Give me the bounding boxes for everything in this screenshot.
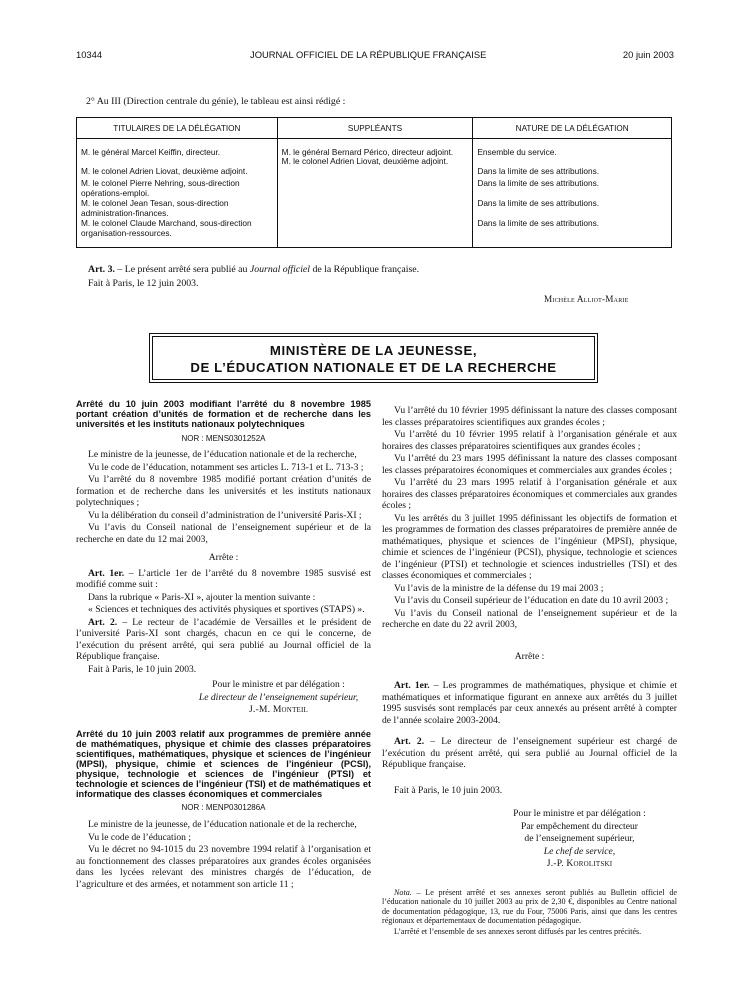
ministry-heading [152,336,595,380]
issue-date: 20 juin 2003 [622,49,674,60]
signature-line: Le chef de service, [543,845,616,857]
right-column [382,405,677,937]
article-label: Art. 2. [394,736,425,747]
nor-reference: NOR : MENS0301252A [181,433,266,443]
decree-title: Arrêté du 10 juin 2003 modifiant l’arrêté du 8 novembre 1985 portant création d’unités de formation et de recherche dans les universités et les instituts nationaux polytechniques [76,399,371,429]
paragraph: Vu l’avis du Conseil national de l’enseignement supérieur et de la recherche en date du 22 avril 2003, [382,607,677,630]
table-cell: M. le colonel Pierre Nehring, sous-direction opérations-emploi. [77,179,278,199]
paragraph: Dans la rubrique « Paris-XI », ajouter la mention suivante : [88,591,316,603]
ministry-line-2: DE L’ÉDUCATION NATIONALE ET DE LA RECHERCHE [190,360,557,375]
intro-text: 2° Au III (Direction centrale du génie), le tableau est ainsi rédigé : [86,96,346,107]
signature-line: Le directeur de l’enseignement supérieur, [198,691,359,703]
decree-title: Arrêté du 10 juin 2003 relatif aux programmes de première année de mathématiques, physique et chimie des classes préparatoires scientifiques, mathématiques, physique et sciences de l’ingénieur (MPSI), physique, chimie et sciences de l’ingénieur (PCSI), physique, technologie et sciences de l’ingénieur (PTSI) et technologie et sciences de l’ingénieur (TSI) et de mathématiques et informatique des classes économiques et commerciales [76,728,371,799]
article-text: – Le directeur de l’enseignement supérieur est chargé de l’exécution du présent arrêté, qui sera publié au Journal officiel de la République française. [382,736,677,770]
table-row [77,219,672,247]
table-cell [277,179,473,199]
signature: Michèle Alliot-Marie [544,294,629,304]
paragraph: Vu le décret no 94-1015 du 23 novembre 1994 relatif à l’organisation et au fonctionnement des classes préparatoires aux grandes écoles organisées dans les lycées relevant des ministres chargés de l’éducation, de l’agriculture et des armées, et notamment son article 11 ; [76,844,371,890]
article-2 [76,617,371,663]
article-label: Art. 1er. [88,567,125,579]
table-cell: M. le colonel Jean Tesan, sous-direction administration-finances. [77,199,278,219]
page-number: 10344 [76,49,103,60]
article-text: – Le présent arrêté sera publié au [114,264,250,275]
signature-name: J.-M. Monteil [248,704,309,716]
nota-label: Nota. [394,887,412,897]
table-cell: Dans la limite de ses attributions. [473,219,672,247]
table-cell [277,199,473,219]
article-text: de la République française. [310,264,420,275]
article-text: – Les programmes de mathématiques, physique et chimie et mathématiques et informatique figurant en annexe aux arrêtés du 3 juillet 1995 susvisés sont remplacés par ceux annexés au présent arrêté à compter de l’année scolaire 2003-2004. [382,680,677,726]
table-header-row [77,118,672,139]
paragraph: Vu l’arrêté du 23 mars 1995 relatif à l’organisation générale et aux horaires des classes préparatoires économiques et commerciales aux grandes écoles ; [382,477,677,511]
table-cell [277,219,473,247]
paragraph: Vu l’arrêté du 8 novembre 1985 modifié portant création d’unités de formation et de recherche dans les universités et les instituts nationaux polytechniques ; [76,474,371,509]
paragraph: Vu le code de l’éducation ; [88,831,192,843]
table-row [77,138,672,167]
column-header: TITULAIRES DE LA DÉLÉGATION [77,118,278,139]
done-at: Fait à Paris, le 10 juin 2003. [394,784,503,796]
nor-reference: NOR : MENP0301286A [181,803,266,813]
article-text: – Le recteur de l’académie de Versailles et le président de l’université Paris-XI sont chargés, chacun en ce qui le concerne, de l’exécution du présent arrêté, qui sera publié au Journal officiel de la République française. [76,616,371,663]
arrete-heading: Arrête : [514,650,545,662]
done-at: Fait à Paris, le 10 juin 2003. [88,663,197,675]
paragraph: Vu le code de l’éducation, notamment ses articles L. 713-1 et L. 713-3 ; [88,461,364,473]
article-text: – L’article 1er de l’arrêté du 8 novembre 1985 susvisé est modifié comme suit : [76,567,371,591]
ministry-line-1: MINISTÈRE DE LA JEUNESSE, [269,343,478,358]
paragraph: Vu l’avis du Conseil national de l’enseignement supérieur et de la recherche en date du 12 mai 2003, [76,522,371,545]
journal-title: JOURNAL OFFICIEL DE LA RÉPUBLIQUE FRANÇAISE [250,49,487,60]
paragraph: Le ministre de la jeunesse, de l’éducation nationale et de la recherche, [88,449,357,461]
table-cell: M. le général Marcel Keiffin, directeur. [77,138,278,167]
article-1 [382,680,677,726]
paragraph: Vu l’arrêté du 10 février 1995 relatif à l’organisation générale et aux horaires des classes préparatoires scientifiques aux grandes écoles ; [382,429,677,452]
delegation-table [76,117,672,248]
nota [382,888,677,926]
arrete-heading: Arrête : [208,552,239,564]
table-cell [277,167,473,179]
table-row [77,199,672,219]
nota: L’arrêté et l’ensemble de ses annexes seront diffusés par les centres précités. [394,926,642,936]
article-2 [382,736,677,771]
table-row [77,179,672,199]
signature-line: Pour le ministre et par délégation : [513,808,646,819]
done-at: Fait à Paris, le 12 juin 2003. [88,278,199,289]
signature-line: de l’enseignement supérieur, [524,833,635,844]
table-cell: M. le colonel Adrien Liovat, deuxième adjoint. [77,167,278,179]
article-label: Art. 1er. [394,680,430,691]
article-label: Art. 2. [88,616,118,628]
article-3 [88,264,648,276]
article-1 [76,568,371,591]
paragraph: « Sciences et techniques des activités physiques et sportives (STAPS) ». [88,604,365,616]
column-header: NATURE DE LA DÉLÉGATION [473,118,672,139]
paragraph: Vu l’avis du Conseil supérieur de l’éducation en date du 10 avril 2003 ; [394,595,669,606]
table-cell: Dans la limite de ses attributions. [473,167,672,179]
paragraph: Vu l’arrêté du 10 février 1995 définissant la nature des classes composant les classes préparatoires scientifiques aux grandes écoles ; [382,405,677,428]
signature-line: Par empêchement du directeur [521,820,638,832]
table-cell: Ensemble du service. [473,138,672,167]
journal-name: Journal officiel [249,264,310,275]
paragraph: Vu la délibération du conseil d’administration de l’université Paris-XI ; [88,509,362,521]
signature-line: Pour le ministre et par délégation : [212,679,345,691]
table-cell: Dans la limite de ses attributions. [473,199,672,219]
nota-text: – Le présent arrêté et ses annexes seront publiés au Bulletin officiel de l’éducation nationale du 10 juillet 2003 au prix de 2,30 €, disponibles au Centre national de documentation pédagogique, 13, rue du Four, 75006 Paris, ainsi que dans les centres régionaux et départementaux de documentation pédagogique. [382,887,677,926]
paragraph: Vu les arrêtés du 3 juillet 1995 définissant les objectifs de formation et les programmes de formation des classes préparatoires de première année de mathématiques, physique et sciences de l’ingénieur (MPSI), physique, chimie et sciences de l’ingénieur (PCSI), physique, technologie et sciences de l’ingénieur (PTSI) et technologie et sciences industrielles (TSI) et des classes économiques et commerciales ; [382,512,677,581]
signature-name: J.-P. Korolitski [546,858,613,869]
paragraph: Vu l’arrêté du 23 mars 1995 définissant la nature des classes composant les classes préparatoires économiques et commerciales aux grandes écoles ; [382,453,677,476]
paragraph: Le ministre de la jeunesse, de l’éducation nationale et de la recherche, [88,819,357,831]
left-column [76,400,371,891]
table-cell: Dans la limite de ses attributions. [473,179,672,199]
column-header: SUPPLÉANTS [277,118,473,139]
table-cell: M. le colonel Claude Marchand, sous-direction organisation-ressources. [77,219,278,247]
article-label: Art. 3. [88,264,115,275]
table-cell: M. le général Bernard Périco, directeur adjoint. M. le colonel Adrien Liovat, deuxième adjoint. [277,138,473,167]
paragraph: Vu l’avis de la ministre de la défense du 19 mai 2003 ; [394,582,604,594]
